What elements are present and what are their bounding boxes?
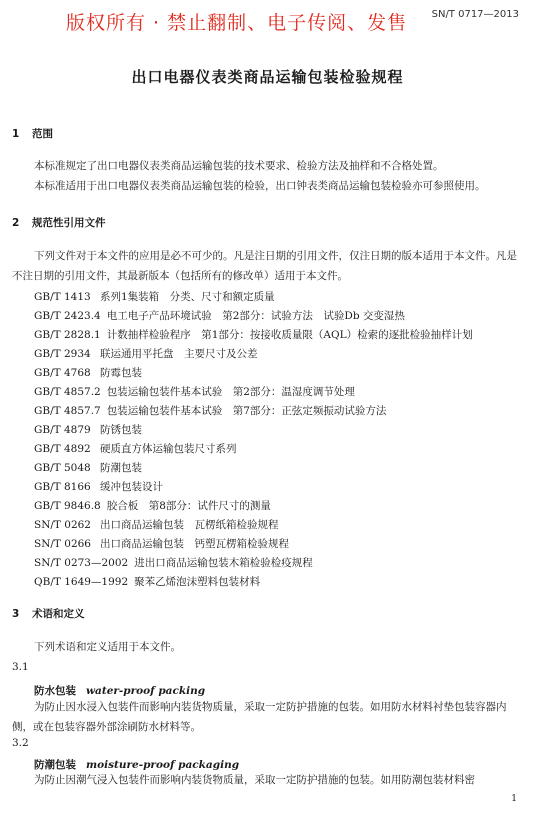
reference-code: QB/T 1649—1992 [34, 576, 129, 588]
reference-title: 计数抽样检验程序 第1部分：按接收质量限（AQL）检索的逐批检验抽样计划 [106, 329, 473, 341]
reference-title: 防锈包装 [100, 424, 142, 436]
reference-code: GB/T 5048 [34, 462, 91, 474]
reference-title: 电工电子产品环境试验 第2部分：试验方法 试验Db 交变湿热 [106, 310, 405, 322]
reference-code: SN/T 0266 [34, 538, 91, 550]
term-chinese: 防水包装 [34, 685, 76, 697]
section-2-heading [12, 215, 106, 230]
term-definition: 为防止因水浸入包装件而影响内装货物质量，采取一定防护措施的包装。如用防水材料衬垫包装容器内侧，或在包装容器外部涂刷防水材料等。 [12, 701, 507, 733]
reference-code: GB/T 4768 [34, 367, 91, 379]
reference-title: 防潮包装 [100, 462, 142, 474]
reference-code: GB/T 8166 [34, 481, 91, 493]
section-heading: 规范性引用文件 [32, 217, 106, 229]
section-number: 3 [12, 608, 20, 620]
reference-title: 进出口商品运输包装木箱检验检疫规程 [134, 557, 313, 569]
term-heading [34, 683, 205, 698]
reference-item [34, 307, 405, 325]
term-definition: 为防止因潮气浸入包装件而影响内装货物质量，采取一定防护措施的包装。如用防潮包装材料密 [34, 774, 475, 786]
reference-code: GB/T 4879 [34, 424, 91, 436]
reference-item [34, 535, 289, 553]
reference-item [34, 497, 271, 515]
reference-title: 包装运输包装件基本试验 第7部分：正弦定频振动试验方法 [106, 405, 387, 417]
reference-title: 包装运输包装件基本试验 第2部分：温湿度调节处理 [106, 386, 355, 398]
document-title: 出口电器仪表类商品运输包装检验规程 [131, 68, 404, 86]
reference-item [34, 326, 473, 344]
section-1-heading [12, 126, 53, 141]
reference-title: 联运通用平托盘 主要尺寸及公差 [100, 348, 258, 360]
page-number: 1 [511, 794, 517, 804]
reference-title: 防霉包装 [100, 367, 142, 379]
reference-item [34, 440, 237, 458]
term-number: 3.2 [12, 737, 29, 749]
section-1-paragraph-2: 本标准适用于出口电器仪表类商品运输包装的检验，出口钟表类商品运输包装检验亦可参照使用。 [34, 180, 486, 192]
reference-title: 聚苯乙烯泡沫塑料包装材料 [134, 576, 261, 588]
section-3-heading [12, 606, 85, 621]
reference-item [34, 459, 142, 477]
reference-code: GB/T 4857.7 [34, 405, 101, 417]
reference-item [34, 345, 258, 363]
section-number: 1 [12, 128, 20, 140]
reference-item [34, 573, 260, 591]
reference-code: GB/T 2423.4 [34, 310, 101, 322]
reference-title: 系列1集装箱 分类、尺寸和额定质量 [100, 291, 275, 303]
reference-item [34, 516, 279, 534]
reference-title: 缓冲包装设计 [100, 481, 163, 493]
reference-code: GB/T 2828.1 [34, 329, 101, 341]
reference-item [34, 478, 163, 496]
reference-code: GB/T 9846.8 [34, 500, 101, 512]
watermark-banner: 版权所有 · 禁止翻制、电子传阅、发售 [66, 12, 408, 34]
standard-code: SN/T 0717—2013 [431, 9, 519, 20]
reference-item [34, 421, 142, 439]
section-number: 2 [12, 217, 20, 229]
section-2-intro: 下列文件对于本文件的应用是必不可少的。凡是注日期的引用文件，仅注日期的版本适用于本文件。凡是不注日期的引用文件，其最新版本（包括所有的修改单）适用于本文件。 [12, 250, 517, 282]
term-number: 3.1 [12, 661, 29, 673]
term-english: moisture-proof packaging [86, 759, 240, 771]
reference-code: GB/T 1413 [34, 291, 91, 303]
term-chinese: 防潮包装 [34, 759, 76, 771]
reference-code: GB/T 4892 [34, 443, 91, 455]
section-heading: 术语和定义 [32, 608, 85, 620]
reference-code: SN/T 0262 [34, 519, 91, 531]
reference-title: 出口商品运输包装 瓦楞纸箱检验规程 [100, 519, 279, 531]
reference-item [34, 364, 142, 382]
reference-item [34, 288, 275, 306]
section-1-paragraph-1: 本标准规定了出口电器仪表类商品运输包装的技术要求、检验方法及抽样和不合格处置。 [34, 160, 444, 172]
reference-code: GB/T 2934 [34, 348, 91, 360]
reference-code: SN/T 0273—2002 [34, 557, 129, 569]
reference-title: 硬质直方体运输包装尺寸系列 [100, 443, 237, 455]
reference-item [34, 554, 313, 572]
term-english: water-proof packing [86, 685, 206, 697]
reference-item [34, 383, 355, 401]
reference-title: 胶合板 第8部分：试件尺寸的测量 [106, 500, 271, 512]
reference-title: 出口商品运输包装 钙塑瓦楞箱检验规程 [100, 538, 289, 550]
reference-code: GB/T 4857.2 [34, 386, 101, 398]
reference-item [34, 402, 386, 420]
section-3-intro: 下列术语和定义适用于本文件。 [34, 641, 181, 653]
section-heading: 范围 [32, 128, 53, 140]
